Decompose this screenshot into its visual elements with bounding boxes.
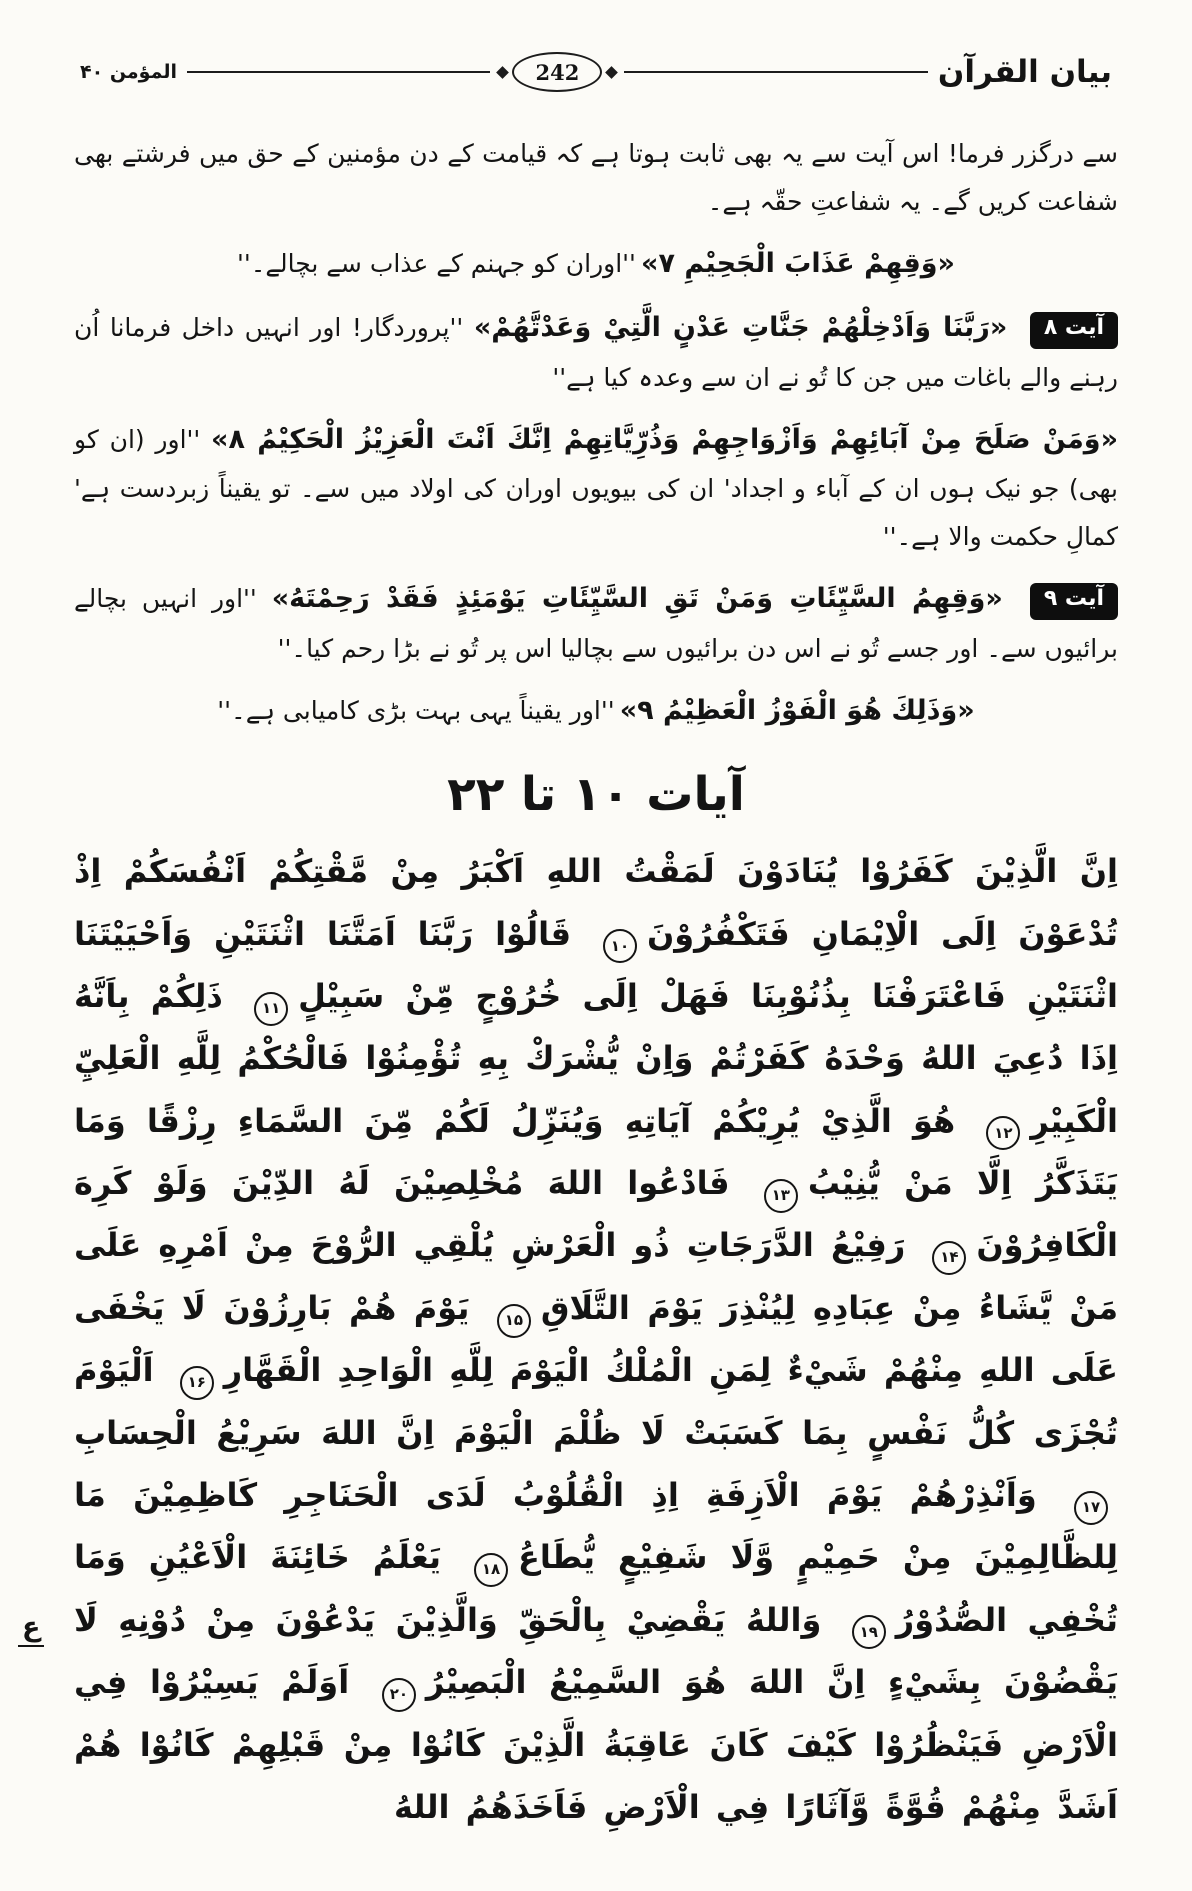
verse-number-11: ۱۱ bbox=[254, 992, 288, 1026]
verse-number-19: ۱۹ bbox=[852, 1615, 886, 1649]
ruku-marker: ع bbox=[18, 1612, 44, 1647]
verse8-arabic: «وَمَنْ صَلَحَ مِنْ آبَائِهِمْ وَاَزْوَاجِهِمْ وَذُرِّيَّاتِهِمْ اِنَّكَ اَنْتَ الْعَزِيْزُ الْحَكِيْمُ ۸» bbox=[211, 423, 1119, 455]
verse-number-20: ۲۰ bbox=[382, 1678, 416, 1712]
verse7-arabic: «وَقِهِمْ عَذَابَ الْجَحِيْمِ ۷» bbox=[641, 248, 956, 279]
quran-verse-21-partial: اَوَلَمْ يَسِيْرُوْا فِي الْاَرْضِ فَيَنْظُرُوْا كَيْفَ كَانَ عَاقِبَةُ الَّذِيْنَ كَانُوْا مِنْ قَبْلِهِمْ كَانُوْا هُمْ اَشَدَّ مِنْهُمْ قُوَّةً وَّآثَارًا فِي الْاَرْضِ فَاَخَذَهُمُ اللهُ bbox=[74, 1663, 1118, 1826]
ayat9-arabic: «وَقِهِمُ السَّيِّئَاتِ وَمَنْ تَقِ السَّيِّئَاتِ يَوْمَئِذٍ فَقَدْ رَحِمْتَهُ» bbox=[271, 583, 1003, 615]
verse9-translation: ''اور یقیناً یہی بہت بڑی کامیابی ہے۔'' bbox=[217, 696, 615, 726]
section-heading: آیات ۱۰ تا ۲۲ bbox=[447, 767, 745, 823]
verse-number-13: ۱۳ bbox=[764, 1179, 798, 1213]
commentary-paragraph: سے درگزر فرما! اس آیت سے یہ بھی ثابت ہوتا ہے کہ قیامت کے دن مؤمنین کے حق میں فرشتے بھی شفاعت کریں گے۔ یہ شفاعتِ حقّہ ہے۔ bbox=[74, 139, 1118, 216]
verse8-translation: ''اور (ان کو بھی) جو نیک ہوں ان کے آباء و اجداد' ان کی بیویوں اوران کی اولاد میں سے۔ تو یقیناً زبردست ہے' کمالِ حکمت والا ہے۔'' bbox=[74, 424, 1118, 552]
page-number: 242 bbox=[535, 59, 580, 85]
verse-number-15: ۱۵ bbox=[497, 1304, 531, 1338]
ayat9-badge: آیت ۹ bbox=[1030, 583, 1118, 620]
quran-verse-14: فَادْعُوا اللهَ مُخْلِصِيْنَ لَهُ الدِّيْنَ وَلَوْ كَرِهَ الْكَافِرُوْنَ bbox=[74, 1164, 1119, 1265]
page-content bbox=[74, 98, 1118, 1838]
quran-verse-11: قَالُوْا رَبَّنَا اَمَتَّنَا اثْنَتَيْنِ وَاَحْيَيْتَنَا اثْنَتَيْنِ فَاعْتَرَفْنَا بِذُنُوْبِنَا فَهَلْ اِلَى خُرُوْجٍ مِّنْ سَبِيْلٍ bbox=[74, 914, 1118, 1015]
verse-number-12: ۱۲ bbox=[986, 1116, 1020, 1150]
ayat8-badge: آیت ۸ bbox=[1030, 312, 1118, 349]
verse-number-16: ۱۶ bbox=[180, 1366, 214, 1400]
quran-text-block bbox=[74, 840, 1118, 1838]
quran-verse-16: يَوْمَ هُمْ بَارِزُوْنَ لَا يَخْفَى عَلَى اللهِ مِنْهُمْ شَيْءٌ لِمَنِ الْمُلْكُ الْيَوْمَ لِلَّهِ الْوَاحِدِ الْقَهَّارِ bbox=[74, 1288, 1119, 1390]
ayat8-block bbox=[74, 302, 1118, 402]
ayat9-translation: ''اور انہیں بچالے برائیوں سے۔ اور جسے تُو نے اس دن برائیوں سے بچالیا اس پر تُو نے بڑا رحم کیا۔'' bbox=[74, 584, 1118, 664]
header-rule-left bbox=[187, 71, 490, 73]
quran-verse-19: يَعْلَمُ خَائِنَةَ الْاَعْيُنِ وَمَا تُخْفِي الصُّدُوْرُ bbox=[74, 1538, 1119, 1639]
verse-number-14: ۱۴ bbox=[932, 1241, 966, 1275]
quran-verse-15: رَفِيْعُ الدَّرَجَاتِ ذُو الْعَرْشِ يُلْقِي الرُّوْحَ مِنْ اَمْرِهِ عَلَى مَنْ يَّشَاءُ مِنْ عِبَادِهِ لِيُنْذِرَ يَوْمَ التَّلَاقِ bbox=[74, 1226, 1118, 1327]
quran-verse-13: هُوَ الَّذِيْ يُرِيْكُمْ آيَاتِهِ وَيُنَزِّلُ لَكُمْ مِّنَ السَّمَاءِ رِزْقًا وَمَا يَتَذَكَّرُ اِلَّا مَنْ يُّنِيْبُ bbox=[74, 1101, 1119, 1203]
header-rule-right bbox=[624, 71, 927, 73]
ayat9-block bbox=[74, 573, 1118, 673]
book-title: بیان القرآن bbox=[937, 54, 1112, 90]
surah-title: المؤمن ۴۰ bbox=[80, 61, 177, 83]
verse-number-10: ۱۰ bbox=[603, 929, 637, 963]
verse-number-18: ۱۸ bbox=[474, 1553, 508, 1587]
quran-verse-20: وَاللهُ يَقْضِيْ بِالْحَقِّ وَالَّذِيْنَ يَدْعُوْنَ مِنْ دُوْنِهِ لَا يَقْضُوْنَ بِشَيْءٍ اِنَّ اللهَ هُوَ السَّمِيْعُ الْبَصِيْرُ bbox=[74, 1600, 1119, 1702]
quran-verse-10: اِنَّ الَّذِيْنَ كَفَرُوْا يُنَادَوْنَ لَمَقْتُ اللهِ اَكْبَرُ مِنْ مَّقْتِكُمْ اَنْفُسَكُمْ اِذْ تُدْعَوْنَ اِلَى الْاِيْمَانِ فَتَكْفُرُوْنَ bbox=[74, 852, 1119, 953]
page-header bbox=[74, 46, 1118, 98]
verse7-line bbox=[74, 238, 1118, 290]
verse-number-17: ۱۷ bbox=[1074, 1491, 1108, 1525]
page-number-ornament bbox=[512, 52, 602, 92]
verse9-line bbox=[74, 685, 1118, 737]
verse9-arabic: «وَذَلِكَ هُوَ الْفَوْزُ الْعَظِيْمُ ۹» bbox=[619, 695, 975, 727]
ayat8-arabic: «رَبَّنَا وَاَدْخِلْهُمْ جَنَّاتِ عَدْنٍ الَّتِيْ وَعَدْتَّهُمْ» bbox=[473, 311, 1008, 343]
quran-verse-17: اَلْيَوْمَ تُجْزَى كُلُّ نَفْسٍ بِمَا كَسَبَتْ لَا ظُلْمَ الْيَوْمَ اِنَّ اللهَ سَرِيْعُ الْحِسَابِ bbox=[74, 1351, 1118, 1452]
quran-verse-18: وَاَنْذِرْهُمْ يَوْمَ الْاَزِفَةِ اِذِ الْقُلُوْبُ لَدَى الْحَنَاجِرِ كَاظِمِيْنَ مَا لِلظَّالِمِيْنَ مِنْ حَمِيْمٍ وَّلَا شَفِيْعٍ يُّطَاعُ bbox=[74, 1476, 1119, 1577]
ayat8-translation: ''پروردگار! اور انہیں داخل فرمانا اُن رہنے والے باغات میں جن کا تُو نے ان سے وعدہ کیا ہے'' bbox=[74, 312, 1118, 392]
verse8-block bbox=[74, 414, 1118, 562]
quran-verse-12: ذَلِكُمْ بِاَنَّهُ اِذَا دُعِيَ اللهُ وَحْدَهُ كَفَرْتُمْ وَاِنْ يُّشْرَكْ بِهِ تُؤْمِنُوْا فَالْحُكْمُ لِلَّهِ الْعَلِيِّ الْكَبِيْرِ bbox=[74, 976, 1119, 1140]
verse7-translation: ''اوران کو جہنم کے عذاب سے بچالے۔'' bbox=[236, 249, 636, 278]
